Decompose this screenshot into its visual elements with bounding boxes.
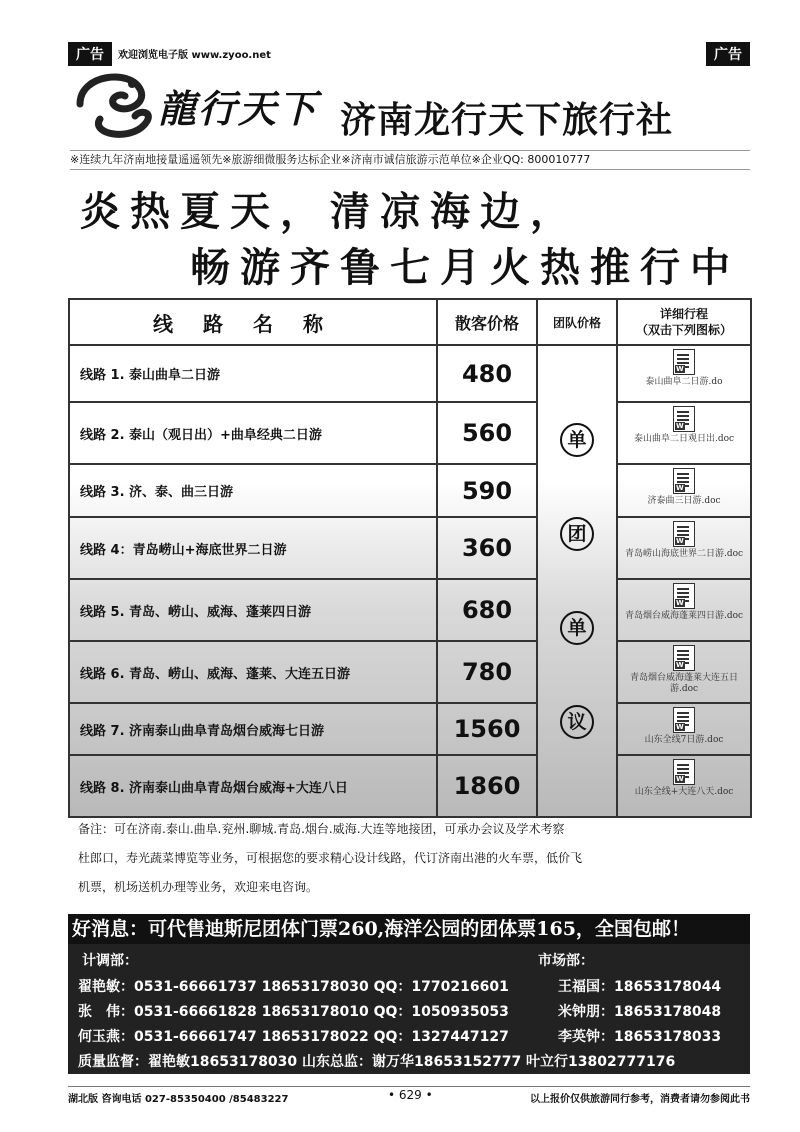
table-row — [69, 641, 751, 703]
word-doc-icon[interactable] — [673, 468, 695, 494]
doc-filename[interactable]: 青岛崂山海底世界二日游.doc — [624, 549, 744, 559]
header-detail-title: 详细行程 — [659, 307, 708, 321]
doc-link[interactable] — [617, 755, 751, 817]
company-name: 济南龙行天下旅行社 — [340, 100, 674, 141]
site-url: 欢迎浏览电子版 www.zyoo.net — [118, 50, 271, 61]
routes-table — [68, 298, 752, 818]
word-doc-icon[interactable] — [673, 707, 695, 733]
header-detail-hint: （双击下列图标） — [635, 323, 732, 337]
contact-panel — [68, 944, 750, 1074]
word-doc-icon[interactable] — [673, 521, 695, 547]
table-row — [69, 755, 751, 817]
group-char: 单 — [560, 611, 594, 645]
doc-filename[interactable]: 青岛烟台威海蓬莱四日游.doc — [624, 611, 744, 621]
contact-line: 何玉燕：0531-66661747 18653178022 QQ：1327447127 — [78, 1029, 509, 1045]
doc-link[interactable] — [617, 345, 751, 402]
route-price: 360 — [437, 517, 537, 579]
doc-link[interactable] — [617, 579, 751, 641]
route-name: 线路 5. 青岛、崂山、威海、蓬莱四日游 — [69, 579, 437, 641]
doc-link[interactable] — [617, 402, 751, 464]
dispatch-title: 计调部： — [82, 953, 138, 969]
doc-link[interactable] — [617, 703, 751, 755]
contact-line: 张 伟：0531-66661828 18653178010 QQ：1050935053 — [78, 1004, 509, 1020]
logo-text: 龍行天下 — [158, 86, 319, 131]
route-price: 560 — [437, 402, 537, 464]
header-detail — [617, 299, 751, 345]
table-row — [69, 345, 751, 402]
route-name: 线路 6. 青岛、崂山、威海、蓬莱、大连五日游 — [69, 641, 437, 703]
table-row — [69, 402, 751, 464]
route-name: 线路 4：青岛崂山+海底世界二日游 — [69, 517, 437, 579]
route-price: 590 — [437, 464, 537, 517]
good-news-banner: 好消息：可代售迪斯尼团体门票260,海洋公园的团体票165，全国包邮！ — [68, 914, 750, 944]
route-name: 线路 7. 济南泰山曲阜青岛烟台威海七日游 — [69, 703, 437, 755]
group-price-cell — [537, 345, 617, 817]
doc-filename[interactable]: 济泰曲三日游.doc — [647, 496, 721, 506]
route-price: 780 — [437, 641, 537, 703]
table-row — [69, 464, 751, 517]
word-doc-icon[interactable] — [673, 583, 695, 609]
doc-filename[interactable]: 泰山曲阜二日游.do — [645, 377, 723, 387]
remark-block — [68, 815, 748, 902]
word-doc-icon[interactable] — [673, 349, 695, 375]
ad-badge-left: 广告 — [68, 42, 112, 66]
doc-link[interactable] — [617, 517, 751, 579]
page-number: • 629 • — [388, 1088, 433, 1102]
footer-right: 以上报价仅供旅游同行参考，消费者请勿参阅此书 — [530, 1094, 750, 1105]
footer-left: 湖北版 咨询电话 027-85350400 /85483227 — [68, 1094, 289, 1105]
route-name: 线路 1. 泰山曲阜二日游 — [69, 345, 437, 402]
word-doc-icon[interactable] — [673, 759, 695, 785]
supervise-line: 质量监督：翟艳敏18653178030 山东总监：谢万华18653152777 叶立行13802777176 — [78, 1054, 676, 1070]
doc-filename[interactable]: 青岛烟台威海蓬莱大连五日游.doc — [629, 673, 738, 694]
route-price: 680 — [437, 579, 537, 641]
group-char: 单 — [560, 423, 594, 457]
word-doc-icon[interactable] — [673, 406, 695, 432]
remark-line: 杜郎口，寿光蔬菜博览等业务，可根据您的要求精心设计线路，代订济南出港的火车票，低价飞 — [78, 851, 583, 865]
word-doc-icon[interactable] — [673, 645, 695, 671]
route-price: 480 — [437, 345, 537, 402]
doc-link[interactable] — [617, 641, 751, 703]
footer — [68, 1086, 750, 1105]
header-group-price: 团队价格 — [537, 299, 617, 345]
headline-line2: 畅游齐鲁七月火热推行中 — [190, 244, 740, 291]
doc-filename[interactable]: 泰山曲阜二日观日出.doc — [633, 434, 735, 444]
doc-link[interactable] — [617, 464, 751, 517]
table-row — [69, 703, 751, 755]
header-route-name: 线路名称 — [69, 299, 437, 345]
doc-filename[interactable]: 山东全线7日游.doc — [644, 735, 724, 745]
contact-line: 李英钟：18653178033 — [558, 1029, 722, 1045]
route-price: 1860 — [437, 755, 537, 817]
headline-line1: 炎热夏天，清凉海边， — [80, 188, 580, 235]
contact-line: 米钟朋：18653178048 — [558, 1004, 722, 1020]
header-retail-price: 散客价格 — [437, 299, 537, 345]
route-name: 线路 3. 济、泰、曲三日游 — [69, 464, 437, 517]
group-char: 议 — [560, 705, 594, 739]
remark-line: 机票，机场送机办理等业务，欢迎来电咨询。 — [78, 880, 319, 894]
market-title: 市场部： — [538, 953, 594, 969]
table-row — [69, 517, 751, 579]
route-name: 线路 2. 泰山（观日出）+曲阜经典二日游 — [69, 402, 437, 464]
route-name: 线路 8. 济南泰山曲阜青岛烟台威海+大连八日 — [69, 755, 437, 817]
table-header-row — [69, 299, 751, 345]
contact-line: 王福国：18653178044 — [558, 979, 722, 995]
route-price: 1560 — [437, 703, 537, 755]
slogan-bar: ※连续九年济南地接量遥遥领先※旅游细微服务达标企业※济南市诚信旅游示范单位※企业QQ: 800010777 — [70, 150, 750, 170]
doc-filename[interactable]: 山东全线+大连八天.doc — [634, 787, 734, 797]
group-char: 团 — [560, 517, 594, 551]
dragon-icon — [70, 64, 160, 144]
ad-badge-right: 广告 — [706, 42, 750, 66]
contact-line: 翟艳敏：0531-66661737 18653178030 QQ：1770216601 — [78, 979, 509, 995]
remark-line: 备注：可在济南.泰山.曲阜.兖州.聊城.青岛.烟台.威海.大连等地接团，可承办会议及学术考察 — [78, 822, 565, 836]
table-row — [69, 579, 751, 641]
